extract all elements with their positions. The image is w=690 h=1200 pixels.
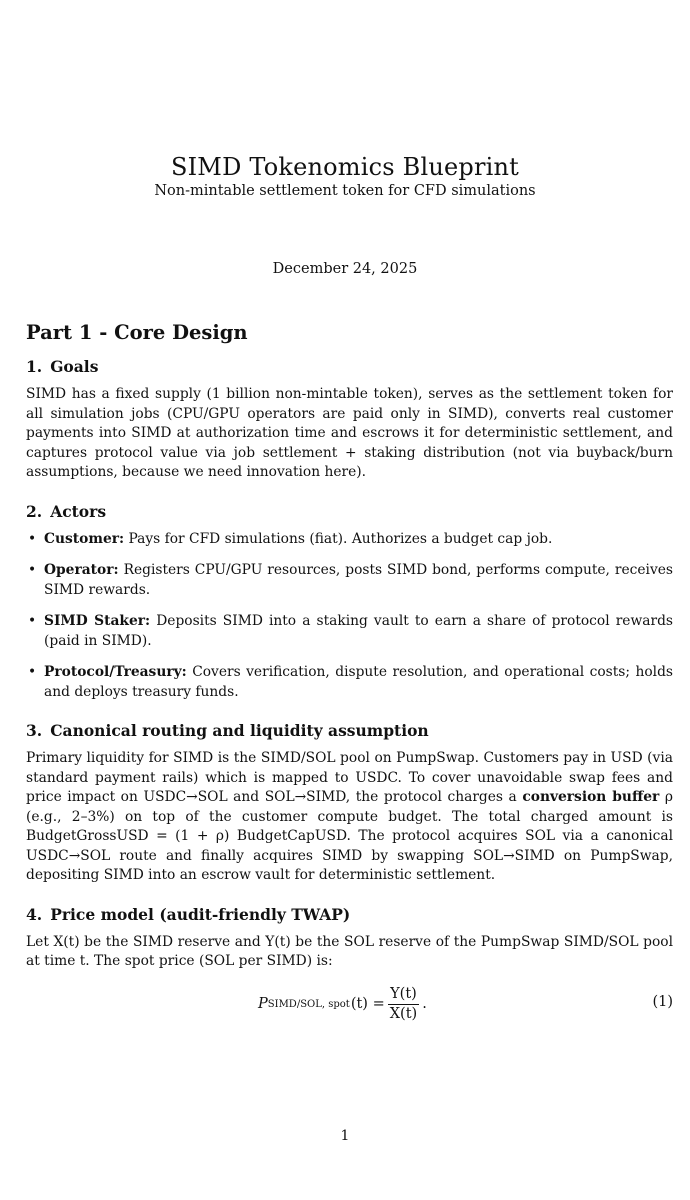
routing-text-b: ρ (e.g., 2–3%) on top of the customer compute budget. The total charged amount is BudgetGrossUSD = (1 + ρ) BudgetCapUSD. The protocol acquires SOL via a canonical USDC→SOL route and finally acquires SIMD by swapping SOL→SIMD on PumpSwap, depositing SIMD into an escrow vault for deterministic settlement. (26, 789, 674, 883)
conversion-buffer-term: conversion buffer (522, 789, 660, 805)
actor-description: Pays for CFD simulations (fiat). Authorizes a budget cap job. (128, 530, 553, 547)
spot-price-equation (26, 980, 673, 1030)
actor-label: Customer: (44, 530, 125, 547)
section-title: Goals (50, 357, 99, 376)
goals-paragraph: SIMD has a fixed supply (1 billion non-mintable token), serves as the settlement token for all simulation jobs (CPU/GPU operators are paid only in SIMD), converts real customer payments into SIMD at authorization time and escrows it for deterministic settlement, and captures protocol value via job settlement + staking distribution (not via buyback/burn assumptions, because we need innovation here). (26, 386, 673, 480)
actor-label: SIMD Staker: (44, 613, 151, 629)
list-item (26, 530, 673, 550)
section-number: 4. (26, 904, 43, 924)
section-number: 3. (26, 721, 43, 740)
section-heading-routing (26, 721, 673, 740)
bullet-icon: • (28, 530, 37, 547)
equation-symbol: P (258, 996, 268, 1012)
section-heading-goals (26, 357, 673, 376)
actors-list (26, 530, 673, 703)
bullet-icon: • (28, 613, 37, 629)
document-subtitle: Non-mintable settlement token for CFD simulations (154, 183, 536, 199)
section-title: Price model (audit-friendly TWAP) (50, 904, 351, 924)
actor-description: Deposits SIMD into a staking vault to earn a share of protocol rewards (paid in SIMD). (44, 613, 674, 649)
section-heading-actors (26, 502, 673, 521)
equation-denominator: X(t) (389, 1005, 418, 1022)
actor-label: Operator: (44, 562, 119, 578)
document-date: December 24, 2025 (272, 261, 418, 277)
actor-description: Covers verification, dispute resolution, and operational costs; holds and deploys treasury funds. (44, 664, 673, 700)
equation-formula (258, 986, 427, 1023)
section-title: Canonical routing and liquidity assumption (50, 721, 429, 740)
document-title: SIMD Tokenomics Blueprint (170, 153, 520, 181)
equation-period: . (422, 996, 427, 1012)
equation-fraction (388, 986, 419, 1023)
equation-lhs-arg: (t) = (350, 996, 385, 1012)
document-body (26, 321, 673, 1030)
section-title: Actors (50, 501, 107, 521)
bullet-icon: • (28, 664, 37, 680)
section-number: 1. (26, 357, 43, 376)
equation-subscript: SIMD/SOL, spot (267, 998, 350, 1010)
routing-paragraph (26, 749, 673, 886)
routing-text-a: Primary liquidity for SIMD is the SIMD/SOL pool on PumpSwap. Customers pay in USD (via standard payment rails) which is mapped to USDC. To cover unavoidable swap fees and price impact on USDC→SOL and SOL→SIMD, the protocol charges a (26, 750, 673, 805)
list-item (26, 612, 673, 651)
actor-description: Registers CPU/GPU resources, posts SIMD bond, performs compute, receives SIMD rewards. (44, 562, 674, 598)
part-heading: Part 1 - Core Design (26, 321, 248, 344)
page-number: 1 (340, 1128, 350, 1144)
equation-number: (1) (652, 993, 673, 1010)
equation-numerator: Y(t) (388, 986, 419, 1005)
list-item (26, 663, 673, 702)
section-heading-price-model (26, 905, 673, 924)
price-model-paragraph: Let X(t) be the SIMD reserve and Y(t) be the SOL reserve of the PumpSwap SIMD/SOL pool at time t. The spot price (SOL per SIMD) is: (26, 933, 673, 969)
actor-label: Protocol/Treasury: (44, 664, 187, 680)
section-number: 2. (26, 501, 43, 521)
bullet-icon: • (28, 562, 37, 578)
list-item (26, 561, 673, 600)
